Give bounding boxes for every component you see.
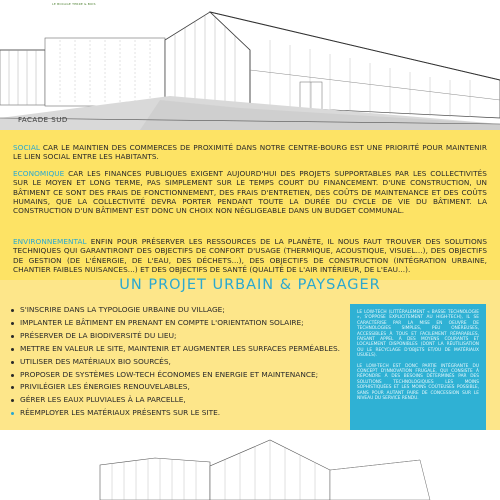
list-item: S'INSCRIRE DANS LA TYPOLOGIE URBAINE DU VILLAGE; — [10, 304, 350, 317]
paragraph-social-text: CAR LE MAINTIEN DES COMMERCES DE PROXIMITÉ DANS NOTRE CENTRE-BOURG EST UNE PRIORITÉ POUR MAINTENIR LE LIEN SOCIAL ENTRE LES HABITANTS. — [13, 143, 487, 162]
list-item: METTRE EN VALEUR LE SITE, MAINTENIR ET AUGMENTER LES SURFACES PERMÉABLES. — [10, 343, 350, 356]
keyword-environnemental: ENVIRONNEMENTAL — [13, 237, 87, 246]
bullet-icon — [11, 348, 14, 351]
bullet-icon — [11, 335, 14, 338]
facade-elevation-drawing — [0, 0, 500, 130]
list-item: GÉRER LES EAUX PLUVIALES À LA PARCELLE, — [10, 394, 350, 407]
list-item: PROPOSER DE SYSTÈMES LOW-TECH ÉCONOMES EN ENERGIE ET MAINTENANCE; — [10, 369, 350, 382]
bullet-icon — [11, 412, 14, 415]
paragraph-social — [13, 143, 487, 162]
paragraph-economique — [13, 169, 487, 215]
paragraph-environnemental — [13, 237, 487, 274]
list-item: PRÉSERVER DE LA BIODIVERSITÉ DU LIEU; — [10, 330, 350, 343]
paragraph-environnemental-text: ENFIN POUR PRÉSERVER LES RESSOURCES DE LA PLANÈTE, IL NOUS FAUT TROUVER DES SOLUTIONS TECHNIQUES QUI GARANTIRONT DES OBJECTIFS DE CONFORT D'USAGE (THERMIQUE, ACOUSTIQUE, VISUEL...), DES OBJECTIFS DE GESTION (DE L'ÉNERGIE, DE L'EAU, DES DÉCHETS...), DES OBJECTIFS DE CONSTRUCTION (INTÉGRATION URBAINE, CHANTIER FAIBLES NUISANCES...) ET DES OBJECTIFS DE SANTÉ (QUALITÉ DE L'AIR INTÉRIEUR, DE L'EAU...). — [13, 237, 487, 274]
section-title: UN PROJET URBAIN & PAYSAGER — [119, 277, 381, 293]
objectives-list — [10, 304, 350, 420]
bullet-icon — [11, 399, 14, 402]
bullet-icon — [11, 386, 14, 389]
bullet-icon — [11, 309, 14, 312]
keyword-social: SOCIAL — [13, 143, 40, 152]
facade-label: FACADE SUD — [18, 116, 68, 124]
list-item: UTILISER DES MATÉRIAUX BIO SOURCÉS, — [10, 356, 350, 369]
list-item: IMPLANTER LE BÂTIMENT EN PRENANT EN COMPTE L'ORIENTATION SOLAIRE; — [10, 317, 350, 330]
bottom-elevation-drawing — [0, 430, 500, 500]
list-item: RÉEMPLOYER LES MATÉRIAUX PRÉSENTS SUR LE SITE. — [10, 407, 350, 420]
bullet-icon — [11, 374, 14, 377]
paragraph-economique-text: CAR LES FINANCES PUBLIQUES EXIGENT AUJOURD'HUI DES PROJETS SUPPORTABLES PAR LES COLLECTIVITÉS SUR LE MOYEN ET LONG TERME, PAS SIMPLEMENT SUR LE TEMPS COURT DU FINANCEMENT. D'UNE CONSTRUCTION, UN BÂTIMENT CE SONT DES FRAIS DE FONCTIONNEMENT, DES FRAIS D'ENTRETIEN, DES COÛTS DE MAINTENANCE ET DES COÛTS HUMAINS, QUE LA COLLECTIVITÉ DEVRA PORTER PENDANT TOUTE LA DURÉE DU CYCLE DE VIE DU BÂTIMENT. LA CONSTRUCTION D'UN BÂTIMENT EST DONC UN CHOIX NON NÉGLIGEABLE DANS UN BUDGET COMMUNAL. — [13, 169, 487, 216]
keyword-economique: ECONOMIQUE — [13, 169, 65, 178]
bullet-icon — [11, 361, 14, 364]
low-tech-sidebox — [350, 304, 486, 442]
bullet-icon — [11, 322, 14, 325]
drawing-caption: LE BOCAGE TERRE & BOIS — [52, 2, 96, 6]
sidebox-paragraph-1: LE LOW-TECH (LITTÉRALEMENT « BASSE TECHNOLOGIE », S'OPPOSE EXPLICITEMENT AU HIGH-TECH), IL SE CARACTÉRISE PAR LA MISE EN OEUVRE DE TECHNOLOGIES SIMPLES, PEU ONÉREUSES, ACCESSIBLES À TOUS ET FACILEMENT RÉPARABLES, FAISANT APPEL À DES MOYENS COURANTS ET LOCALEMENT DISPONIBLES (DONT LA RÉUTILISATION OU LE RECYCLAGE D'OBJETS ET/OU DE MATÉRIAUX USUELS). — [357, 310, 479, 359]
list-item: PRIVILÉGIER LES ÉNERGIES RENOUVELABLES, — [10, 381, 350, 394]
sidebox-paragraph-2: LE LOW-TECH EST DONC PARTIE INTÉGRANTE DU CONCEPT D'INNOVATION FRUGALE, QUI CONSISTE À RÉPONDRE À DES BESOINS DÉTERMINÉS PAR DES SOLUTIONS TECHNOLOGIQUES LES MOINS SOPHISTIQUÉES ET LES MOINS COÛTEUSES POSSIBLE, SANS POUR AUTANT FAIRE DE CONCESSION SUR LE NIVEAU DU SERVICE RENDU. — [357, 363, 479, 402]
